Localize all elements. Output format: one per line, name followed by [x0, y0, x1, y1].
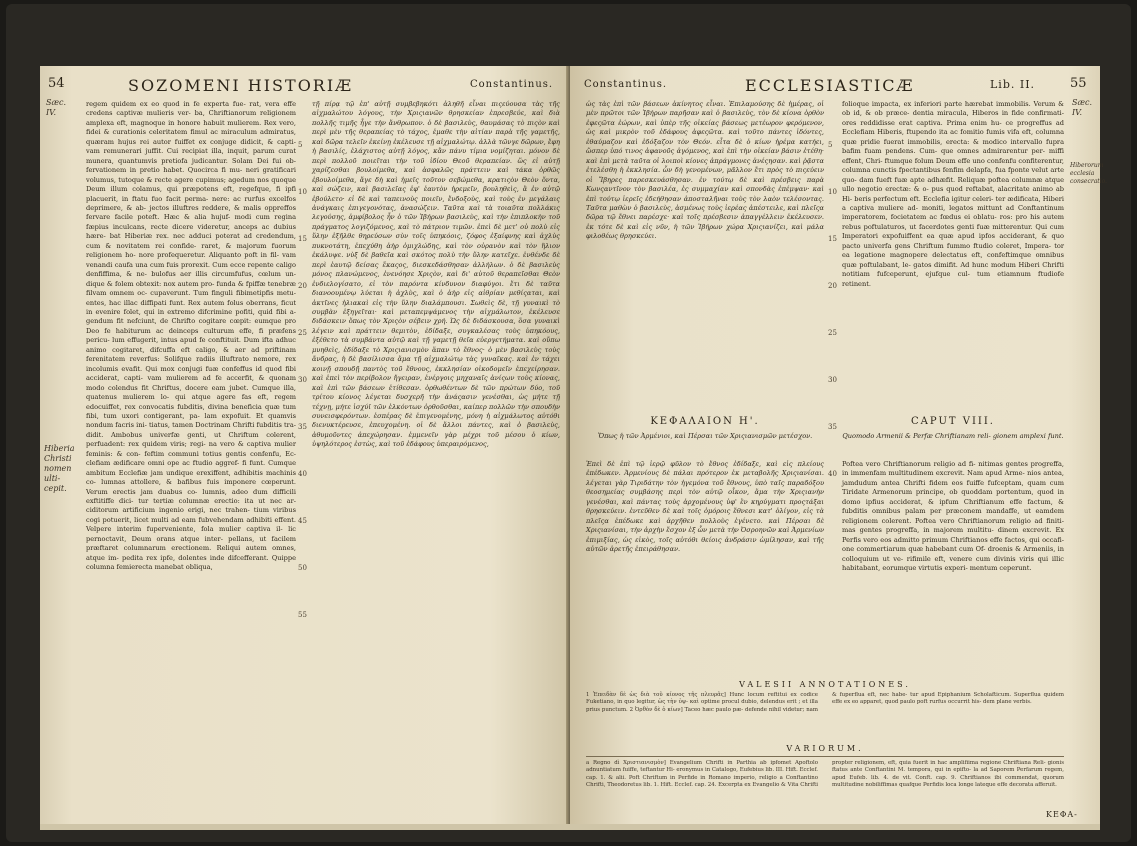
margin-century: Sæc. IV.: [1072, 98, 1093, 117]
line-number: 45: [298, 517, 307, 525]
book-label: Lib. II.: [990, 78, 1036, 91]
line-number: 15: [298, 235, 307, 243]
line-number: 30: [298, 376, 307, 384]
line-numbers: [298, 100, 310, 820]
chapter-heading-greek: ΚΕΦΑΛΑΙΟΝ Η'.: [650, 416, 760, 427]
margin-century: Sæc. IV.: [46, 98, 67, 117]
annotations-heading: VALESII ANNOTATIONES.: [739, 680, 911, 689]
running-subtitle: Constantinus.: [470, 79, 554, 90]
line-number: 30: [828, 376, 837, 384]
line-numbers: [828, 100, 840, 660]
line-number: 20: [298, 282, 307, 290]
line-number: 40: [828, 470, 837, 478]
left-page: [40, 66, 570, 824]
line-number: 25: [828, 329, 837, 337]
latin-column-ch8: Poftea vero Chriftianorum religio ad fi- nitimas gentes progreffa, in immenfam multitudinem excrevit. Nam apud Arme- nios antea, jamdudum antea Chrifti fidem eos fuiffe fufceptam, quam cum Tiridate Armenorum principe, ob quoddam portentum, quod in domo ipfius acciderat, & ipfum Chriftianum effe factum, & fubditis omnibus palam per præconem mandaffe, ut eamdem religionem colerent. Poftea vero Chriftianorum religio ad finiti- mas gentes progreffa, in majorem multitu- dinem excrevit. Ex Perfis vero eos admitto primum Chriftianos effe factos, qui occafi- one commertiarum quæ habebant cum Of- droenis & Armeniis, in colloquium ut ve- rifimile eft, venere cum divinis viris qui illic habitabant, eorumque virtutis experi- mentum ceperunt.: [842, 460, 1064, 572]
line-number: 10: [298, 188, 307, 196]
margin-note: Hiberia Christi nomen ulti-cepit.: [44, 444, 75, 493]
running-subtitle: Constantinus.: [584, 79, 668, 90]
running-title: ECCLESIASTICÆ: [745, 76, 915, 95]
line-number: 40: [298, 470, 307, 478]
line-number: 50: [298, 564, 307, 572]
greek-column-top: ὡς τὰς ἐπὶ τῶν βάσεων ἀκίνητος εἶναι. Ἐπιλαμούσης δὲ ἡμέρας, οἱ μὲν πρῶτοι τῶν Ἰβήρων παρῆσαν καὶ ὁ βασιλεὺς, τὸν δὲ κίονα ὀρθὸν ἐφεςῶτα ἑώρων, καὶ ὑπὲρ τῆς οἰκείας βάσεως μετέωρον φερόμενον, ὡς καὶ μικρὸν τοῦ ἐδάφους ἀφεςῶτα. καὶ τοῦτο πάντες ἰδόντες, ἐθαύμαζον καὶ ἐδόξαζον τὸν Θεόν. εἶτα δὲ ὁ κίων ἠρέμα κατήει, ὥσπερ ὑπό τινος ἀφανοῦς ἀγόμενος, καὶ ἐπὶ τὴν οἰκείαν βάσιν ἐτέθη· καὶ ἐπὶ μετὰ ταῦτα οἱ λοιποὶ κίονες ἀπράγμονες ἀνέςησαν. καὶ ῥᾷστα ἐτελέσθη ἡ ἐκκλησία. ὧν δὴ γενομένων, μᾶλλον ἔτι πρὸς τὸ πιςεύειν οἱ Ἴβηρες παρεσκευάσθησαν. ἐν τούτῳ δὲ καὶ πρέσβεις παρὰ Κωνςαντῖνον τὸν βασιλέα, ἐς συμμαχίαν καὶ σπονδὰς ἐπέμψαν· καὶ ἐπὶ τούτῳ ἱερεῖς ἐδεήθησαν ἀποσταλῆναι τοὺς τὸν λαὸν τελέσοντας. Ταῦτα μαθὼν ὁ βασιλεὺς, ἀσμένως τοὺς ἱερέας ἀπέστειλε, καὶ πλεῖςα δῶρα τῷ ἔθνει παρέσχε· καὶ τοῖς πρέσβεσιν ἀπαγγέλλειν ἐκέλευσεν. ἐκ τότε δὲ καὶ εἰς νῦν, ἡ τῶν Ἰβήρων χώρα Χριςιανίζει, καὶ μάλα φιλοθέως θρησκεύει.: [586, 100, 824, 241]
line-number: 15: [828, 235, 837, 243]
latin-paragraph: regem quidem ex eo quod in fe experta fue- rat, vera effe credens captivæ mulieris ver- ba, Chriftianorum religionem amplexa eft, magnoque in honore habuit mulierem. Rex vero, fidei & curationis celeritatem fimul ac miraculum admiratus, quæram hujus rei autor fuiffet ex conjuge didicit, & capti- vam remunerari juffit. Cui recipiat illa, inquit, parum curat munera, quantumvis pretiofa judicantur. Solam Dei fui ob- fervationem in pretio habet. Quocirca fi mu- neri gratificari volumus, tutoque & recte agere cupimus; agedum nos quoque Deum illum colamus, qui præpotens eft, regefque, fi ipfi placuerit, in ftatu fuo facit perma- nere: ac rurfus excelfos deprimere, & ab- jectos illuftres reddere, & malis oppreffos fervare facile poteft. Hæc & alia hujuf- modi cum regina fæpius inculcans, recte dicere videretur, anceps ac dubius hære- bat Hiberiæ rex. nec adduci poterat ad credendum, cum & novitatem rei confide- raret, & majorum fuorum religionem ho- nore profequeretur. Aliquanto poft in fil- vam venandi caufa una cum fuis prorexit. Cum ecce repente caligo denfiffima, & ne- bulofus aer illis circumfufus, cœlum un- dique & folem obtexit: nox autem pro- funda & fpiffæ tenebræ filvam omnem oc- cupaverunt. Tum finguli fibimetipfis metu- entes, hac illac diffipati funt. Rex autem folus oberrans, ficut in evenire folet, qui in extremo difcrimine pofiti, quid fibi a- gendum fit nefciunt, de Chrifto cogitare cœpit: eumque pro Deo fe habiturum ac deinceps culturum effe, fi præfens pericu- lum effugerit, intus apud fe conftituit. Dum ifta adhuc animo cogitaret, difcuffa eft caligo, & aer ad priftinam ferenitatem reverfus: Solifque radiis illuftrato nemore, rex incolumis evafit. Qui mox conjugi fuæ confeffus id quod fibi acciderat, capti- vam mulierem ad fe accerfit, & quonam modo colendus fit Chriftus, docere eam jubet. Cumque illa, quatenus mulierem lo- qui atque agere fas eft, regem edocuiffet, rex convocatis fubditis, divina beneficia quæ tum fibi, tum uxori contigerant, pa- lam expofuit. Et quamvis nondum facris ini- tiatus, tamen Doctrinam Chrifti fubditis tra- didit. Ambobus univerfæ genti, ut Chriftum colerent, perfuadent: rex quidem viris; regi- na vero & captiva mulier feminis: & con- feftim communi totius gentis confenfu, Ec- clefiam ædificare omni ope ac ftudio aggref- fi funt. Cumque ambitum Ecclefiæ jam undique erexiffent, adhibitis machinis co- lumnas attollere, & bafibus fuis imponere cœperunt. Verum erectis jam duabus co- lumnis, adeo dum difficili exftitiffe dici- tur tertiæ columnæ erectio: ita ut nec ar- ciditorum artificium ingenio erigi, nec trahen- tium viribus cogi potuerit, licet multi ad eam fubvehendam adhibiti effent. Velpere interim fuperveniente, fola mulier captiva il- lic pernoctavit, Deum orans atque inter- pellans, ut facilem præftaret columnarum erectionem. Reliqui autem omnes, atque im- pedita rex ipfe, dolentes inde difcefferant. Quippe columna femierecta manebat obliqua,: [86, 100, 296, 572]
right-page: [570, 66, 1108, 824]
page-number: 54: [48, 76, 65, 91]
running-head-left: [40, 76, 570, 98]
rule: [586, 756, 1064, 757]
running-head-right: [570, 76, 1100, 98]
chapter-title-latin: Quomodo Armenii & Perfæ Chriftianam reli- gionem amplexi funt.: [842, 432, 1064, 440]
variorum-text: a Regno dì Χριστιανισμὸν] Evangelium Chrifti in Parthia ab ipfomet Apoftolo adnuntiatum fuiffe, teftantur Hi- eronymus in Catalogo, Eufebius lib. III. Hift. Ecclef. cap. 1. & alii. Poft Chriftum in Perfide in Romano imperio, religio a Conftantino Chrifti, Theodoretus lib. 1. Hift. Ecclef. cap. 24. Excerpta ex Evangelio & Vita Chrifti propter religionem, eft, quia fuerit in hac amplifiima regione Chriftiana Reli- gionis ftatus ante Conftantini M. tempora, qui in epifto- la ad Saporem Perfarum regem, apud Eufeb. lib. 4. de vit. Conft. cap. 9. Chriftianos ibi commendat, quorum multitudine nobiliffimas quafque Perfidis loca longe lateque effe decorata afferuit.: [586, 760, 1064, 789]
latin-column: [86, 100, 296, 820]
chapter-title-greek: Ὅπως ἡ τῶν Ἀρμένιοι, καὶ Πέρσαι τῶν Χριςιανισμῶν μετέσχον.: [597, 432, 813, 440]
line-number: 55: [298, 611, 307, 619]
latin-column-top: folioque impacta, ex inferiori parte hærebat immobilis. Verum & ob id, & ob præce- dentia miracula, Hiberos in fide confirmati- ores reddidisse erat captiva. Prima enim hu- ce progreffus ad Ecclefiam Hiberis, ftupendo ita ac fomitio fumis vifa eft, columna quæ pridie fuerat immobilis, erecta: & modico intervallo fupra bafim fuam pendens. Cum- que omnes admirarentur per- miffi effent, Chri- ftumque folum Deum effe uno confenfu confiterentur, columna cunctis fpectantibus fenfim delapfa, fua fponte velut arte quo- dam fueft fuæ apte adhæfit. Reliquæ poftea columnæ atque ullo negotio erectæ: & o- pus quod reftabat, alacritate animo ab Hi- beris perfectum eft. Ecclefia igitur celeri- ter ædificata, Hiberi a captiva muliere ad- moniti, legatos mittunt ad Conftantinum imperatorem, focietatem ac fœdus ei oblatu- ros: pro his autem rebus poftulaturos, ut facerdotes genti fuæ mitterentur. Qui cum Imperatori expofuiffent ea quæ apud ipfos acciderant, & quo pacto univerfa gens Chriftum fummo ftudio coleret, Impera- tor ea legatione magnopere delectatus eft, confeftimque omnibus quæ poftulabant, le- gatos dimifit. Ad hunc modum Hiberi Chrifti notitiam fufceperunt, ejufque cul- tum etiamnum ftudiofe retinent.: [842, 100, 1064, 288]
line-number: 5: [298, 141, 303, 149]
variorum-heading: VARIORUM.: [786, 744, 864, 753]
running-title: SOZOMENI HISTORIÆ: [128, 76, 354, 95]
greek-column: [312, 100, 560, 820]
catchword: ΚΕΦΑ-: [1046, 810, 1078, 819]
line-number: 25: [298, 329, 307, 337]
line-number: 35: [828, 423, 837, 431]
page-edges: [40, 824, 1100, 830]
greek-paragraph: τῇ πίρᾳ τῷ ἐπ' αὐτῇ συμβεβηκότι ἀληθῆ εἶναι πιςεύουσα τὰς τῆς αἰχμαλώτου λόγους, τὴν Χριςιανῶν θρησκείαν ἐπρεσβεύε, καὶ διὰ πολλῆς τιμῆς ἦγε τὴν ἄνθρωπον. ὁ δὲ βασιλεὺς, θαυμάσας τὸ πιςὸν καὶ περὶ μὲν τῆς θεραπείας τὸ τάχος, ἐμαθε τὴν αἰτίαν παρὰ τῆς γαμετῆς, καὶ δῶρα τελεῖν ἐκείνῃ ἐκέλευσε τῇ αἰχμαλώτῳ. ἀλλὰ τῶνγε δῶρων, ἔφη ἡ βασιλίς, ἐλάχιστος αὐτῇ λόγος, κἂν πάνυ τίμια νομίζηται. μόνον δὲ περὶ πολλοῦ ποιεῖται τὴν τοῦ ἰδίου Θεοῦ θεραπείαν. ὥς εἰ αὐτῇ χαρίζεσθαι βουλοίμεθα, καὶ ἀσφαλῶς πράττειν καὶ τάκα ὀρθῶς ἐβουλοίμεθα, ἄγε δὴ καὶ ἡμεῖς τοῦτον σεβώμεθα, κρατιςὸν Θεὸν ὄντα, καὶ σώζειν, καὶ βασιλεῖας ἐφ' ἑαυτὸν ἠρεμεῖν, βουληθεὶς, ἃ ἐν αὐτῷ ἐβούλετο· εἰ δὲ καὶ ταπεινοὺς ποιεῖν, ἔνδοξοὺς, καὶ τοὺς ἐν μεγάλαις ἀνάγκαις ἐπιγεγονότας, ἀνασώζειν. Ταῦτα καὶ τὰ τοιαῦτα πολλάκις λεγούσης, ἀμφίβολος ἦν ὁ τῶν Ἰβήρων βασιλεὺς, καὶ τὴν ἐπιπλοκὴν τοῦ πράγματος λογιζόμενος, καὶ τὸ πάτριον τιμῶν. ἐπεὶ δὲ μετ' οὐ πολὺ εἰς ὕλην ἐξῆλθε θηρεύσων σὺν τοῖς ὑπηκόοις, ζόφος ἐξαίφνης καὶ ἀχλὺς πυκνοτάτη, ἐπεχύθη ἀὴρ ὁμιχλώδης, καὶ τὸν οὐρανὸν καὶ τὸν ἥλιον ἐκάλυψε. νὺξ δὲ βαθεῖα καὶ σκότος πολὺ τὴν ὕλην κατεῖχε. ἐνθένδε δὲ περὶ ἑαυτῷ δείσας ἕκαςος, διεσκεδάσθησαν ἀλλήλων. ὁ δὲ βασιλεὺς μόνος πλανώμενος, ἐνενόησε Χριςὸν, καὶ δι' αὐτοῦ θεραπεῖσθαι Θεὸν ἐνδιελογίσατο, εἰ τὸν παρόντα κίνδυνον διαφύγοι. ἔτι δὲ ταῦτα διανοουμένῳ λύεται ἡ ἀχλὺς, καὶ ὁ ἀὴρ εἰς αἰθρίαν μεθίςαται, καὶ ἀκτῖνες ἡλιακαὶ εἰς τὴν ὕλην διαλάμπουσι. Σωθεὶς δὲ, τῇ γυναικὶ τὸ συμβὰν ἐξηγεῖται· καὶ μεταπεμψάμενος τὴν αἰχμάλωτον, ἐκέλευσε διδάσκειν ὅπως τὸν Χριςὸν σέβειν χρή. Ὡς δὲ διδάσκουσα, ὅσα γυναικὶ λέγειν καὶ πράττειν θεμιτὸν, ἐδίδαξε, συγκαλέσας τοὺς ὑπηκόους, ἐξέθετο τὰ συμβάντα αὐτῷ καὶ τῇ γαμετῇ θεῖα εὐεργετήματα. καὶ οὔπω μυηθεὶς, ἐδίδαξε τὸ Χριςιανισμὸν ἅπαν τὸ ἔθνος· ὁ μὲν βασιλεὺς τοὺς ἄνδρας, ἡ δὲ βασίλισσα ἅμα τῇ αἰχμαλώτῳ τὰς γυναῖκας. καὶ ἐν τάχει κοινῇ σπουδῇ παντὸς τοῦ ἔθνους, ἐκκλησίαν οἰκοδομεῖν ἐπεχείρησαν. καὶ ἐπεὶ τὸν περίβολον ἤγειραν, ἐνέργοις μηχαναῖς ἀνίςων τοὺς κίονας, καὶ ἐπὶ τῶν βάσεων ἐτίθεσαν. ὀρθωθέντων δὲ τῶν πρώτων δύο, τοῦ τρίτου κίονος λέγεται δυσχερῆ τὴν ἀνάςασιν γενέσθαι, ὡς μήτε τῇ τέχνῃ, μήτε ἰσχύϊ τῶν ἑλκόντων ὀρθοῦσθαι, καίπερ πολλῶν τὴν σπουδὴν συνεισφερόντων. ἑσπέρας δὲ ἐπιγενομένης, μόνη ἡ αἰχμάλωτος αὐτόθι διενυκτέρευσε, ἐπευχομένη. οἱ δὲ ἄλλοι πάντες, καὶ ὁ βασιλεὺς, ἀθυμοῦντες ἀπεχώρησαν. ἐμμενεῖν γὰρ μέχρι τοῦ μέσου ὁ κίων, ὑψηλότερος ἑστὼς, καὶ τοῦ ἑδάφους ὑπεραιρόμενος,: [312, 100, 560, 449]
line-number: 35: [298, 423, 307, 431]
margin-note: Hiberorum ecclesia consecratio.: [1070, 162, 1108, 185]
greek-column-ch8: Ἐπεὶ δὲ ἐπὶ τῷ ἱερῷ φῦλον τὸ ἔθνος ἐδίδαξε, καὶ εἰς πλείους ἐπέδωκεν. Ἀρμενίους δὲ πάλαι πρότερον ἐκ μεταβολῆς Χριςιανίσαι. λέγεται γὰρ Τιριδάτην τὸν ἡγεμόνα τοῦ ἔθνους, ὑπὸ ταῖς παραδόξου θεοσημείας συμβάσης περὶ τὸν αὐτῷ οἶκον, ἅμα τὴν Χριςιανὴν γενέσθαι, καὶ πάντας τοὺς ἀρχομένους ὑφ' ἓν κηρύγματι προςτάξαι θρησκεύειν. ἐντεῦθεν δὲ καὶ τοῖς ὁμόροις ἔθνεσι κατ' ὀλίγον, εἰς τὰ πλεῖςα ἐπέδωκε καὶ ἀρχῆθεν πολλοὺς ἐγένετο. καὶ Πέρσαι δὲ Χριςιανίσαι, τὴν ἀρχὴν ἔσχον ἐξ ὧν μετὰ τὴν Ὀσροηνῶν καὶ Ἀρμενίων ἐπιμιξίας, ὡς εἰκὸς, τοῖς αὐτόθι θείοις ἀνδράσιν ὡμίλησαν, καὶ τῆς αὐτῶν ἀρετῆς ἐπειράθησαν.: [586, 460, 824, 554]
page-number: 55: [1070, 76, 1087, 91]
line-number: 20: [828, 282, 837, 290]
line-number: 10: [828, 188, 837, 196]
annotations-text: 1 Ἐπειδὰν δὲ ὡς διὰ τοῦ κίονος τῆς πλευρᾶς] Hunc locum reftitui ex codice Fuketiano, in quo legitur, ὡς τὴν ὑψ- καὶ optime procul dubio, delendus erit ; et illa prius punctum. 2 Ὀρθὸν δὲ ὁ κίων] Taceo hæc paulo pæ- defende nihil videtur; nam & fuperflua eft, nec habe- tur apud Epiphanium Scholafticum. Superflua quidem effe ex eo apparet, quod paulo poft rurfus occurrit his- dem plane verbis.: [586, 692, 1064, 713]
chapter-heading-latin: CAPUT VIII.: [911, 416, 995, 427]
line-number: 5: [828, 141, 833, 149]
